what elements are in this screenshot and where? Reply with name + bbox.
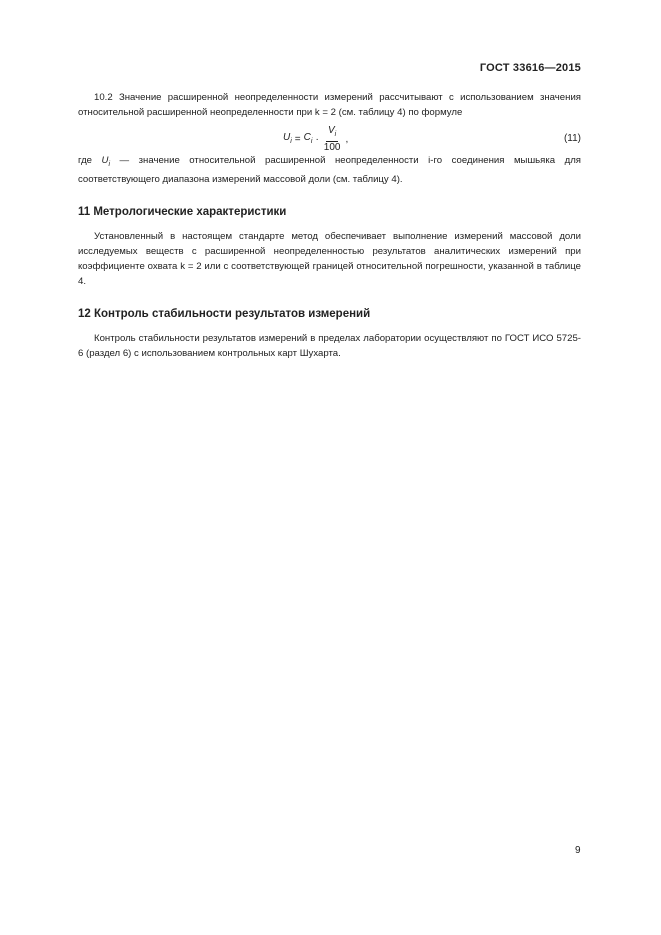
formula-c: $C_i$ <box>303 132 313 145</box>
formula-lhs: $U_i$ <box>283 132 292 145</box>
section-11-paragraph: Установленный в настоящем стандарте метод обеспечивает выполнение измерений массовой доли исследуемых веществ с расширенной неопределенностью результатов аналитических измерений при коэффициенте охвата k = 2 или с соответствующей границей относительной погрешности, указанной в таблице 4. <box>78 230 581 287</box>
fraction-numerator: $V_i$ <box>326 125 338 142</box>
document-id-header: ГОСТ 33616—2015 <box>479 62 581 74</box>
section-11-heading: 11 Метрологические характеристики <box>78 205 287 218</box>
formula-expression <box>283 125 348 154</box>
equation-number: (11) <box>563 133 581 144</box>
formula-fraction <box>322 125 343 154</box>
formula-explanation: где $U_i$ — значение относительной расширенной неопределенности i-го соединения мышьяка для соответствующего диапазона измерений массовой доли (см. таблицу 4). <box>78 155 581 185</box>
formula-dot: · <box>315 134 319 145</box>
paragraph-10-2: 10.2 Значение расширенной неопределенности измерений рассчитывают с использованием значения относительной расширенной неопределенности при k = 2 (см. таблицу 4) по формуле <box>78 92 581 118</box>
formula-equals: = <box>294 134 301 145</box>
section-12-heading: 12 Контроль стабильности результатов измерений <box>78 307 371 320</box>
section-12-paragraph: Контроль стабильности результатов измерений в пределах лаборатории осуществляют по ГОСТ ИСО 5725-6 (раздел 6) с использованием контрольных карт Шухарта. <box>78 332 581 359</box>
page-number: 9 <box>575 845 581 856</box>
fraction-denominator: 100 <box>323 142 341 153</box>
formula-comma: , <box>345 134 349 145</box>
page-body <box>78 90 581 361</box>
formula-11 <box>78 123 581 153</box>
